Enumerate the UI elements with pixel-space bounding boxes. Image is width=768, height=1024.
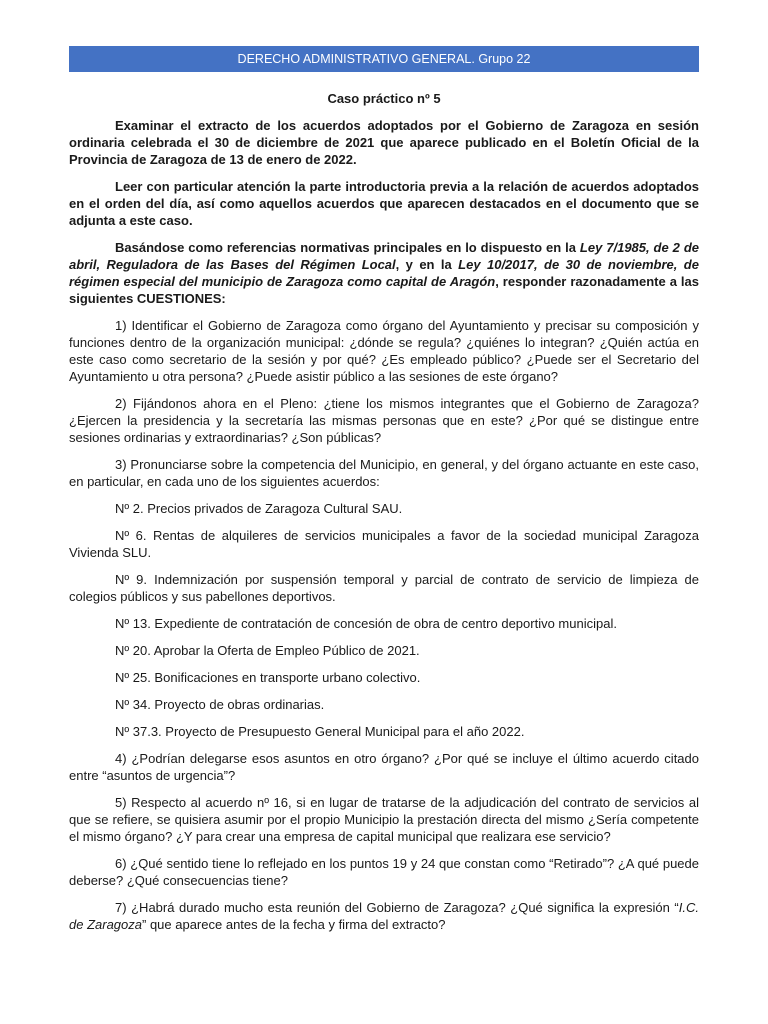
question-7 <box>69 899 699 933</box>
q7-text-b: ” que aparece antes de la fecha y firma del extracto? <box>142 917 446 932</box>
law-reference-1: Ley 7/1985, de 2 de abril, Reguladora de las Bases del Régimen Local <box>69 240 699 272</box>
course-header-bar: DERECHO ADMINISTRATIVO GENERAL. Grupo 22 <box>69 46 699 72</box>
law-reference-2: Ley 10/2017, de 30 de noviembre, de régimen especial del municipio de Zaragoza como capital de Aragón <box>69 257 699 289</box>
agreement-item: Nº 9. Indemnización por suspensión temporal y parcial de contrato de servicio de limpieza de colegios públicos y sus pabellones deportivos. <box>69 572 699 604</box>
intro-paragraph-2: Leer con particular atención la parte introductoria previa a la relación de acuerdos adoptados en el orden del día, así como aquellos acuerdos que aparecen destacados en el documento que se adjunta a este caso. <box>69 179 699 228</box>
agreement-item: Nº 6. Rentas de alquileres de servicios municipales a favor de la sociedad municipal Zaragoza Vivienda SLU. <box>69 528 699 560</box>
agreement-item: Nº 13. Expediente de contratación de concesión de obra de centro deportivo municipal. <box>115 616 617 631</box>
agreement-item: Nº 2. Precios privados de Zaragoza Cultural SAU. <box>115 501 403 516</box>
ic-zaragoza-term: I.C. de Zaragoza <box>69 900 699 932</box>
document-body <box>69 90 699 943</box>
intro-paragraph-3 <box>69 239 699 307</box>
agreement-item: Nº 34. Proyecto de obras ordinarias. <box>115 697 325 712</box>
question-3: 3) Pronunciarse sobre la competencia del Municipio, en general, y del órgano actuante en este caso, en particular, en cada uno de los siguientes acuerdos: <box>69 457 699 489</box>
question-2: 2) Fijándonos ahora en el Pleno: ¿tiene los mismos integrantes que el Gobierno de Zaragoza? ¿Ejercen la presidencia y la secretaría las mismas personas que en este? ¿Por qué se distingue entre sesiones ordinarias y extraordinarias? ¿Son públicas? <box>69 396 699 445</box>
intro-paragraph-1: Examinar el extracto de los acuerdos adoptados por el Gobierno de Zaragoza en sesión ordinaria celebrada el 30 de diciembre de 2021 que aparece publicado en el Boletín Oficial de la Provincia de Zaragoza de 13 de enero de 2022. <box>69 118 699 167</box>
agreement-item: Nº 25. Bonificaciones en transporte urbano colectivo. <box>115 670 421 685</box>
agreement-item: Nº 20. Aprobar la Oferta de Empleo Público de 2021. <box>115 643 420 658</box>
intro-p3-text-b: , y en la <box>395 257 459 272</box>
question-1: 1) Identificar el Gobierno de Zaragoza como órgano del Ayuntamiento y precisar su composición y funciones dentro de la organización municipal: ¿dónde se regula? ¿quiénes lo integran? ¿Quién actúa en este caso como secretario de la sesión y por qué? ¿Es empleado público? ¿Puede ser el Secretario del Ayuntamiento u otra persona? ¿Puede asistir público a las sesiones de este órgano? <box>69 318 699 384</box>
intro-p3-text-c: , responder razonadamente a las siguientes CUESTIONES: <box>69 274 699 306</box>
question-6: 6) ¿Qué sentido tiene lo reflejado en los puntos 19 y 24 que constan como “Retirado”? ¿A qué puede deberse? ¿Qué consecuencias tiene? <box>69 856 699 888</box>
intro-p3-text-a: Basándose como referencias normativas principales en lo dispuesto en la <box>115 240 580 255</box>
agreement-item: Nº 37.3. Proyecto de Presupuesto General Municipal para el año 2022. <box>115 724 525 739</box>
q7-text-a: 7) ¿Habrá durado mucho esta reunión del Gobierno de Zaragoza? ¿Qué significa la expresión “ <box>115 900 679 915</box>
case-title: Caso práctico nº 5 <box>327 91 441 106</box>
question-5: 5) Respecto al acuerdo nº 16, si en lugar de tratarse de la adjudicación del contrato de servicios al que se refiere, se quisiera asumir por el propio Municipio la prestación directa del mismo ¿Sería competente el mismo órgano? ¿Y para crear una empresa de capital municipal que realizara ese servicio? <box>69 795 699 844</box>
question-4: 4) ¿Podrían delegarse esos asuntos en otro órgano? ¿Por qué se incluye el último acuerdo citado entre “asuntos de urgencia”? <box>69 751 699 783</box>
